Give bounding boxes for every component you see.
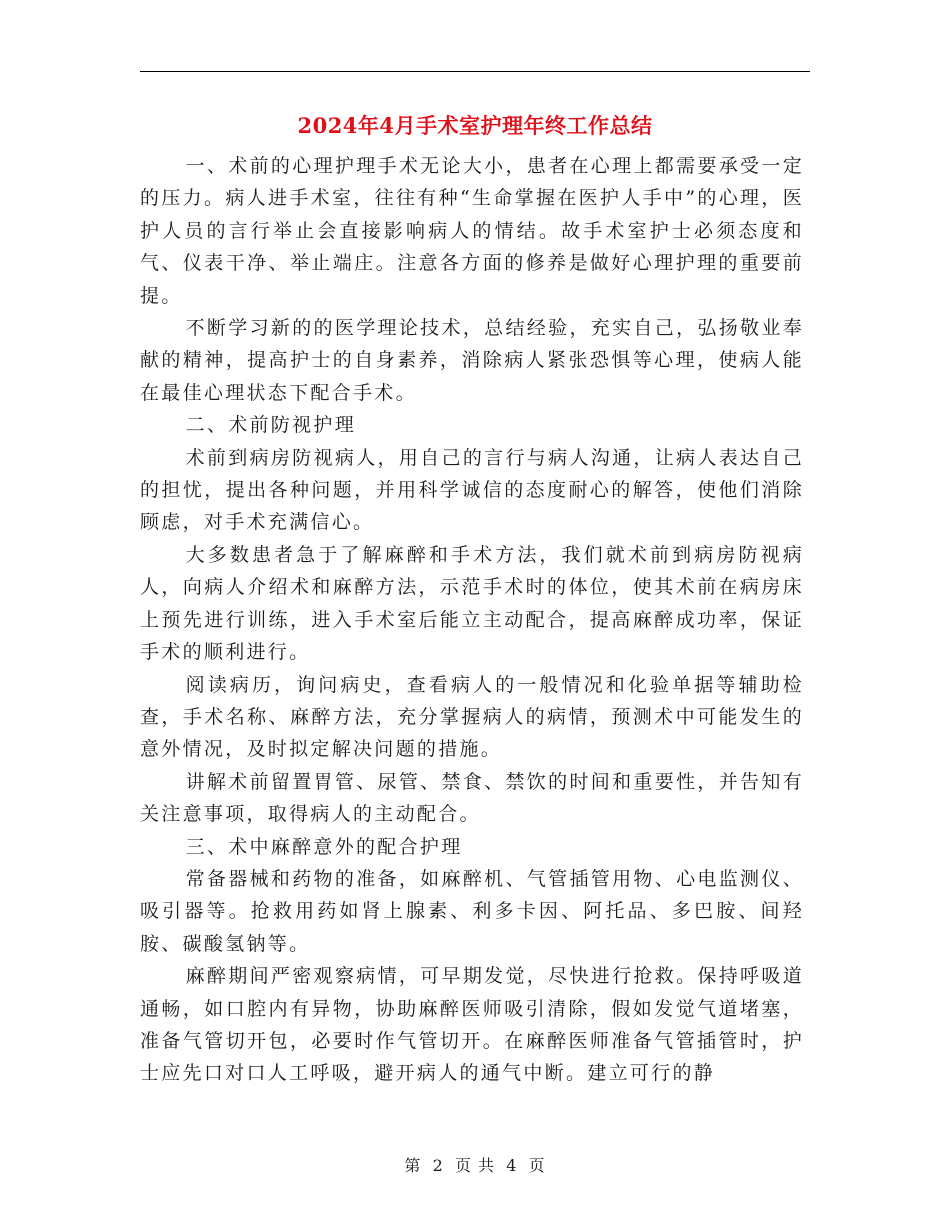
paragraph-anesthesia-explanation: 大多数患者急于了解麻醉和手术方法，我们就术前到病房防视病人，向病人介绍术和麻醉方法，示范手术时的体位，使其术前在病房床上预先进行训练，进入手术室后能立主动配合，提高麻醉成功率，保证手术的顺利进行。: [140, 543, 804, 664]
paragraph-ward-visit: 术前到病房防视病人，用自己的言行与病人沟通，让病人表达自己的担忧，提出各种问题，并用科学诚信的态度耐心的解答，使他们消除顾虑，对手术充满信心。: [140, 446, 804, 534]
header-rule: [140, 71, 810, 72]
footer-middle: 页 共: [454, 1156, 496, 1175]
document-title: 2024年4月手术室护理年终工作总结: [297, 113, 653, 138]
footer-prefix: 第: [404, 1156, 422, 1175]
section-heading-preop-visit: 二、术前防视护理: [185, 414, 356, 437]
footer-total-pages: 4: [506, 1156, 518, 1175]
section-heading-intraop-anesthesia: 三、术中麻醉意外的配合护理: [185, 835, 463, 858]
document-body: [140, 150, 804, 1090]
paragraph-preop-instructions: 讲解术前留置胃管、尿管、禁食、禁饮的时间和重要性，并告知有关注意事项，取得病人的主动配合。: [140, 770, 804, 826]
page-footer: [140, 1153, 810, 1176]
paragraph-preop-psychological: 一、术前的心理护理手术无论大小，患者在心理上都需要承受一定的压力。病人进手术室，往往有种“生命掌握在医护人手中”的心理，医护人员的言行举止会直接影响病人的情结。故手术室护士必须态度和气、仪表干净、举止端庄。注意各方面的修养是做好心理护理的重要前提。: [140, 155, 804, 307]
paragraph-equipment-preparation: 常备器械和药物的准备，如麻醉机、气管插管用物、心电监测仪、吸引器等。抢救用药如肾上腺素、利多卡因、阿托品、多巴胺、间羟胺、碳酸氢钠等。: [140, 867, 804, 955]
paragraph-anesthesia-monitoring: 麻醉期间严密观察病情，可早期发觉，尽快进行抢救。保持呼吸道通畅，如口腔内有异物，协助麻醉医师吸引清除，假如发觉气道堵塞，准备气管切开包，必要时作气管切开。在麻醉医师准备气管插管时，护士应先口对口人工呼吸，避开病人的通气中断。建立可行的静: [140, 965, 804, 1085]
paragraph-continuous-learning: 不断学习新的的医学理论技术，总结经验，充实自己，弘扬敬业奉献的精神，提高护士的自身素养，消除病人紧张恐惧等心理，使病人能在最佳心理状态下配合手术。: [140, 317, 804, 404]
footer-suffix: 页: [528, 1156, 546, 1175]
footer-page-number: 2: [432, 1156, 444, 1175]
paragraph-medical-record-review: 阅读病历，询问病史，查看病人的一般情况和化验单据等辅助检查，手术名称、麻醉方法，充分掌握病人的病情，预测术中可能发生的意外情况，及时拟定解决问题的措施。: [140, 673, 804, 761]
